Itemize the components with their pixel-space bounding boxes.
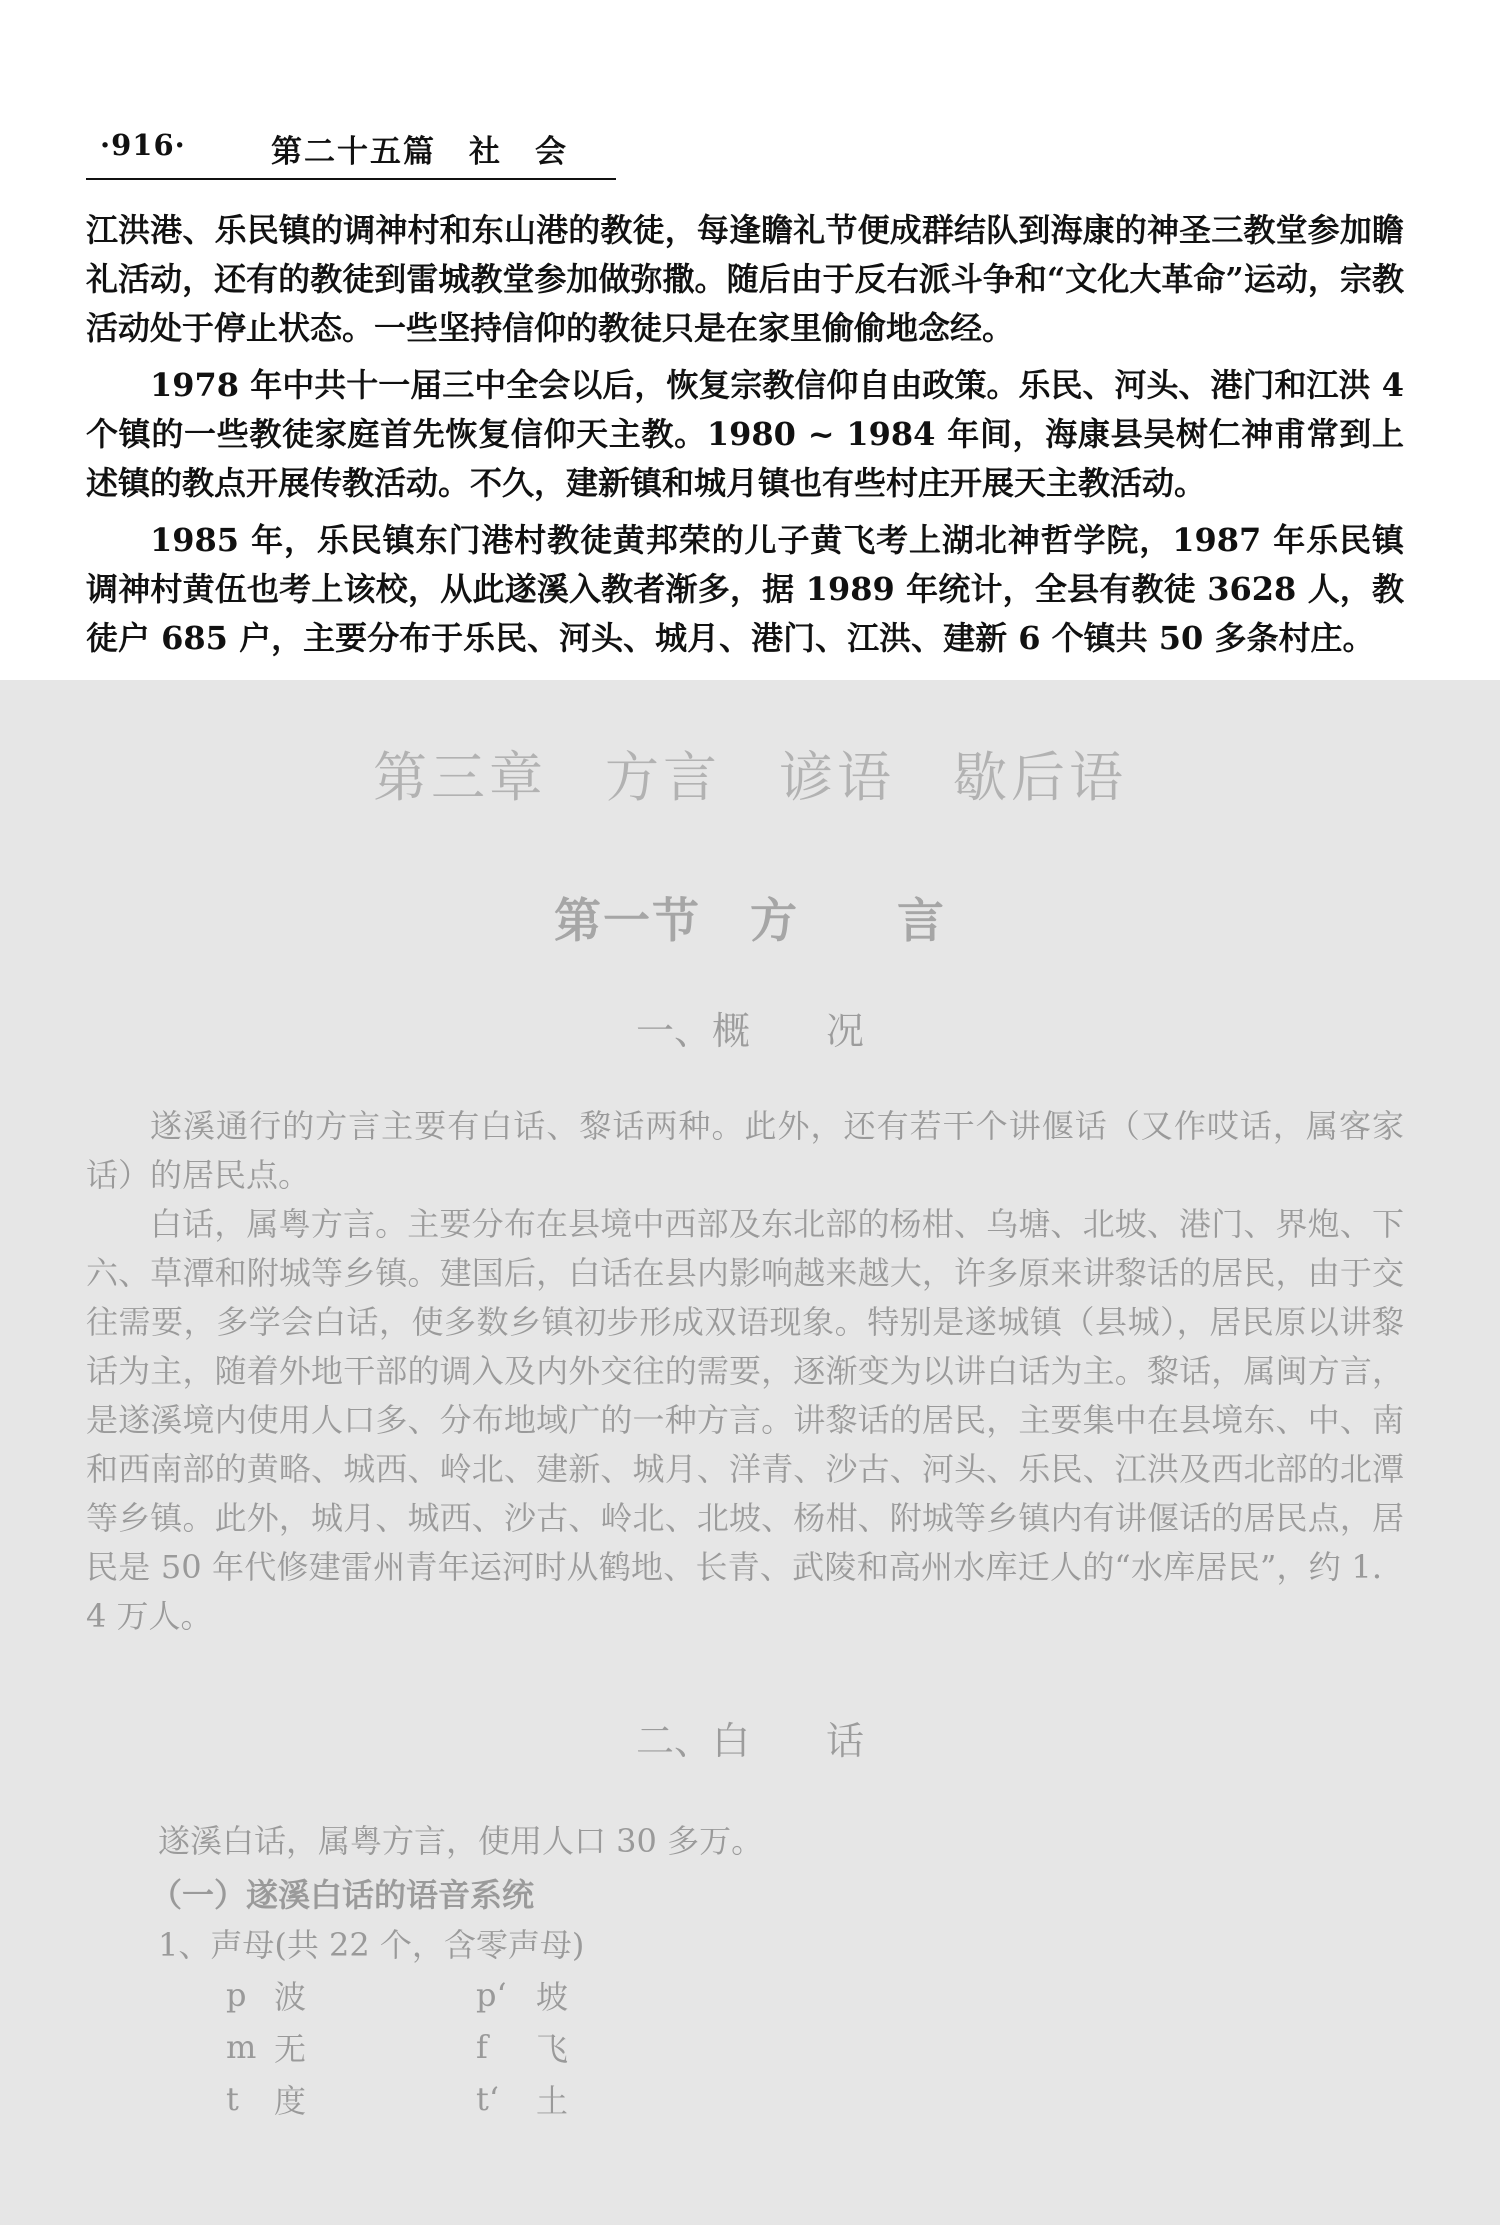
page-number: ·916·: [100, 128, 186, 162]
initial-symbol: t: [226, 2080, 239, 2118]
running-head: [86, 122, 616, 180]
baihua-intro: 遂溪白话，属粤方言，使用人口 30 多万。: [158, 1822, 764, 1860]
initial-example-char: 坡: [536, 1978, 569, 2016]
subsection-title-overview: 一、概 况: [635, 1009, 864, 1053]
paragraph-policy-restoration: 1978 年中共十一届三中全会以后，恢复宗教信仰自由政策。乐民、河头、港门和江洪 4 个镇的一些教徒家庭首先恢复信仰天主教。1980 ~ 1984 年间，海康县吴树仁神甫常到上述镇的教点开展传教活动。不久，建新镇和城月镇也有些村庄开展天主教活动。: [86, 366, 1404, 502]
initial-symbol: p: [226, 1976, 247, 2014]
section-title: 第一节 方 言: [554, 894, 946, 949]
subsection-title-baihua: 二、白 话: [635, 1719, 864, 1763]
phonetics-heading: （一）遂溪白话的语音系统: [150, 1876, 535, 1914]
part-title: 第二十五篇 社 会: [271, 134, 568, 170]
initial-example-char: 波: [274, 1978, 307, 2016]
initial-symbol: m: [226, 2028, 257, 2066]
paragraph-catholic-history: 江洪港、乐民镇的调神村和东山港的教徒，每逢瞻礼节便成群结队到海康的神圣三教堂参加瞻礼活动，还有的教徒到雷城教堂参加做弥撒。随后由于反右派斗争和“文化大革命”运动，宗教活动处于停止状态。一些坚持信仰的教徒只是在家里偷偷地念经。: [86, 211, 1404, 347]
paragraph-dialect-overview: 遂溪通行的方言主要有白话、黎话两种。此外，还有若干个讲偃话（又作哎话，属客家话）的居民点。: [86, 1107, 1404, 1194]
initial-example-char: 土: [536, 2082, 569, 2120]
initial-symbol: f: [476, 2028, 488, 2066]
paragraph-1985-statistics: 1985 年，乐民镇东门港村教徒黄邦荣的儿子黄飞考上湖北神哲学院，1987 年乐民镇调神村黄伍也考上该校，从此遂溪入教者渐多，据 1989 年统计，全县有教徒 3628 人，教徒户 685 户，主要分布于乐民、河头、城月、港门、江洪、建新 6 个镇共 50 多条村庄。: [86, 521, 1404, 657]
initial-example-char: 飞: [536, 2030, 569, 2068]
initial-symbol: t‘: [476, 2080, 500, 2118]
paragraph-baihua-lihua: 白话，属粤方言。主要分布在县境中西部及东北部的杨柑、乌塘、北坡、港门、界炮、下六、草潭和附城等乡镇。建国后，白话在县内影响越来越大，许多原来讲黎话的居民，由于交往需要，多学会白话，使多数乡镇初步形成双语现象。特别是遂城镇（县城），居民原以讲黎话为主，随着外地干部的调入及内外交往的需要，逐渐变为以讲白话为主。黎话，属闽方言，是遂溪境内使用人口多、分布地域广的一种方言。讲黎话的居民，主要集中在县境东、中、南和西南部的黄略、城西、岭北、建新、城月、洋青、沙古、河头、乐民、江洪及西北部的北潭等乡镇。此外，城月、城西、沙古、岭北、北坡、杨柑、附城等乡镇内有讲偃话的居民点，居民是 50 年代修建雷州青年运河时从鹤地、长青、武陵和高州水库迁人的“水库居民”，约 1．4 万人。: [86, 1205, 1404, 1635]
initial-example-char: 无: [274, 2030, 307, 2068]
initial-symbol: p‘: [476, 1976, 507, 2014]
initial-example-char: 度: [274, 2082, 307, 2120]
chapter-title: 第三章 方言 谚语 歇后语: [373, 746, 1127, 809]
initials-heading: 1、声母(共 22 个，含零声母): [158, 1926, 585, 1964]
